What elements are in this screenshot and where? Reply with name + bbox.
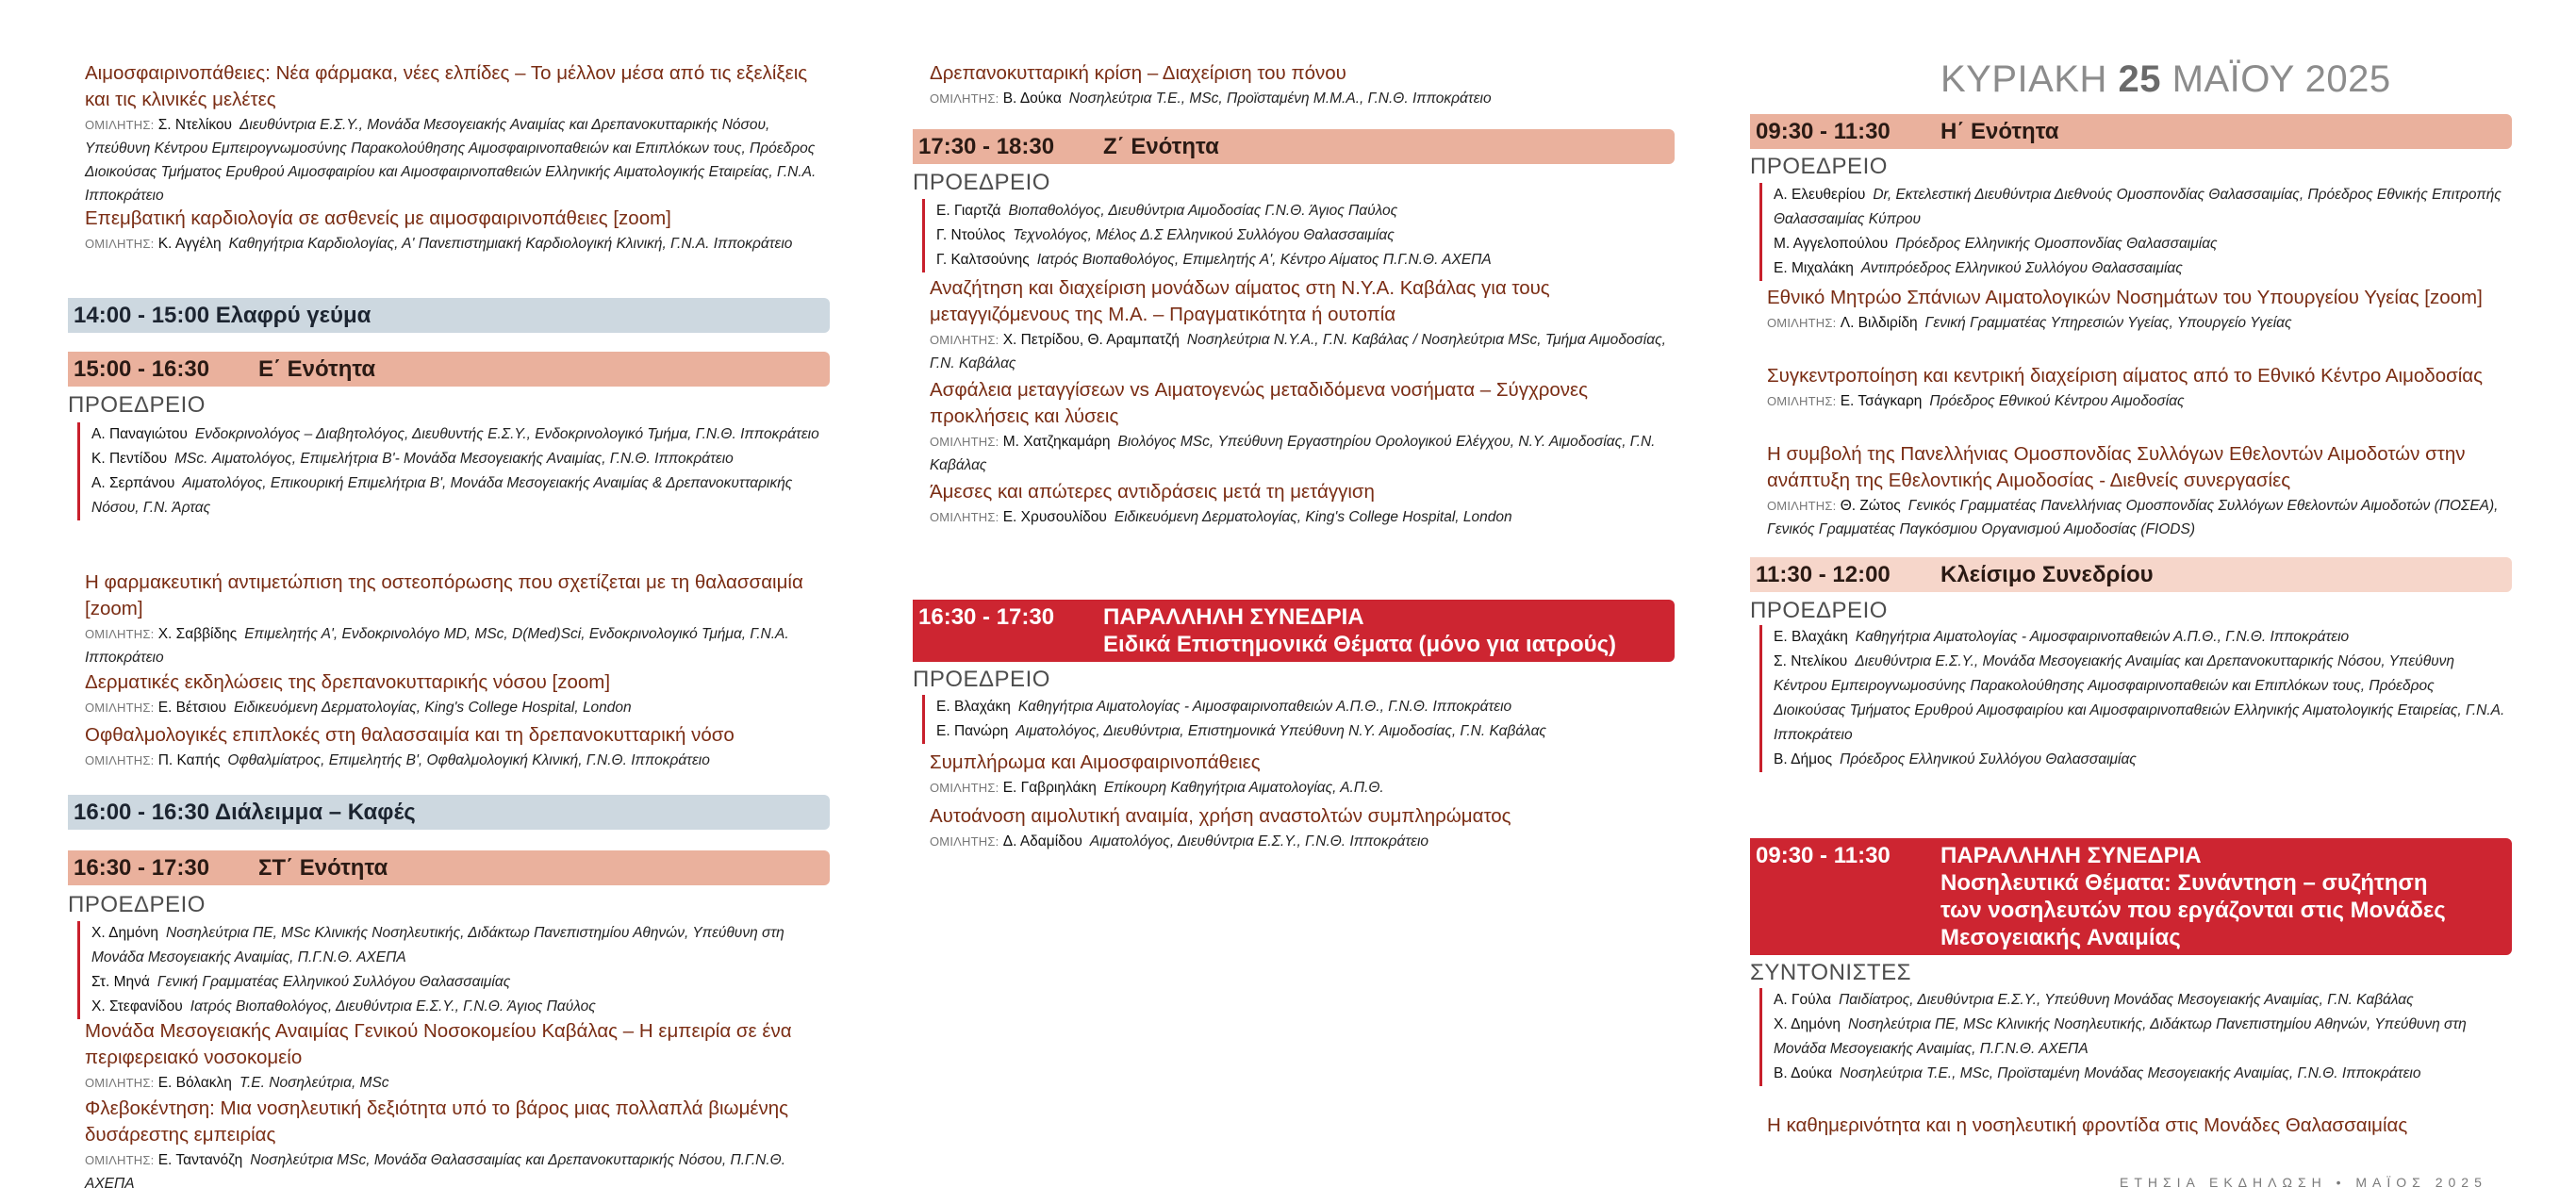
- chair-item: Α. Ελευθερίου Dr, Εκτελεστική Διευθύντρια Διεθνούς Ομοσπονδίας Θαλασσαιμίας, Πρόεδρος Εθνικής Επιτροπής Θαλασσαιμίας Κύπρου: [1774, 187, 2502, 227]
- parallel-session-band: [913, 600, 1675, 662]
- chairs-list: [77, 422, 824, 520]
- talk-speaker: ΟΜΙΛΗΤΗΣ: Κ. Αγγέλη Καθηγήτρια Καρδιολογίας, Α' Πανεπιστημιακή Καρδιολογική Κλινική, Γ.Ν.Α. Ιπποκράτειο: [85, 236, 793, 252]
- session-time: 16:30 - 17:30: [918, 604, 1055, 630]
- talk-title: Ασφάλεια μεταγγίσεων vs Αιματογενώς μεταδιδόμενα νοσήματα – Σύγχρονες προκλήσεις και λύσεις: [930, 379, 1589, 427]
- session-time: 16:30 - 17:30: [74, 854, 210, 881]
- chair-item: Ε. Πανώρη Αιματολόγος, Διευθύντρια, Επιστημονικά Υπεύθυνη Ν.Υ. Αιμοδοσίας, Γ.Ν. Καβάλας: [936, 723, 1546, 739]
- talk: [85, 206, 824, 256]
- lunch-break-band: [68, 298, 830, 333]
- chairs-list: [77, 921, 824, 1019]
- session-title: Ε΄ Ενότητα: [258, 355, 376, 382]
- talk: [1767, 441, 2506, 541]
- footer-text: ΕΤΗΣΙΑ ΕΚΔΗΛΩΣΗ • ΜΑΪΟΣ 2025: [2120, 1175, 2487, 1190]
- talk: [1767, 1113, 2506, 1139]
- talk: [85, 60, 824, 207]
- closing-band: [1750, 557, 2512, 592]
- talk-title: Αναζήτηση και διαχείριση μονάδων αίματος στη Ν.Υ.Α. Καβάλας για τους μεταγγιζόμενους της Μ.Α. – Πραγματικότητα ή ουτοπία: [930, 277, 1550, 325]
- talk: [930, 479, 1669, 529]
- session-titles: [1103, 603, 1616, 658]
- session-title: Η΄ Ενότητα: [1940, 118, 2059, 144]
- talk-title: Εθνικό Μητρώο Σπάνιων Αιματολογικών Νοσημάτων του Υπουργείου Υγείας [zoom]: [1767, 287, 2483, 308]
- talk-speaker: ΟΜΙΛΗΤΗΣ: Ε. Ταντανόζη Νοσηλεύτρια MSc, Μονάδα Θαλασσαιμίας και Δρεπανοκυτταρικής Νόσου, Π.Γ.Ν.Θ. ΑΧΕΠΑ: [85, 1152, 786, 1192]
- chair-item: Ε. Βλαχάκη Καθηγήτρια Αιματολογίας - Αιμοσφαιρινοπαθειών Α.Π.Θ., Γ.Ν.Θ. Ιπποκράτειο: [1774, 629, 2350, 645]
- chair-item: Γ. Ντούλος Τεχνολόγος, Μέλος Δ.Σ Ελληνικού Συλλόγου Θαλασσαιμίας: [936, 227, 1395, 243]
- session-time: 15:00 - 16:30: [74, 355, 210, 382]
- talk: [85, 1096, 824, 1196]
- chair-item: Ε. Μιχαλάκη Αντιπρόεδρος Ελληνικού Συλλόγου Θαλασσαιμίας: [1774, 260, 2183, 276]
- talk-title: Φλεβοκέντηση: Μια νοσηλευτική δεξιότητα υπό το βάρος μιας πολλαπλά βιωμένης δυσάρεστης εμπειρίας: [85, 1097, 789, 1146]
- session-e-band: [68, 352, 830, 387]
- session-title: ΠΑΡΑΛΛΗΛΗ ΣΥΝΕΔΡΙΑ: [1103, 604, 1364, 630]
- coordinators-header: ΣΥΝΤΟΝΙΣΤΕΣ: [1750, 960, 1911, 985]
- talk-title: Άμεσες και απώτερες αντιδράσεις μετά τη μετάγγιση: [930, 481, 1375, 503]
- chair-item: Α. Γούλα Παιδίατρος, Διευθύντρια Ε.Σ.Υ., Υπεύθυνη Μονάδας Μεσογειακής Αναιμίας, Γ.Ν. Καβάλας: [1774, 992, 2414, 1008]
- chair-item: Χ. Στεφανίδου Ιατρός Βιοπαθολόγος, Διευθύντρια Ε.Σ.Υ., Γ.Ν.Θ. Άγιος Παύλος: [91, 998, 596, 1014]
- chair-item: Α. Παναγιώτου Ενδοκρινολόγος – Διαβητολόγος, Διευθυντής Ε.Σ.Υ., Ενδοκρινολογικό Τμήμα, Γ.Ν.Θ. Ιπποκράτειο: [91, 426, 819, 442]
- talk-title: Οφθαλμολογικές επιπλοκές στη θαλασσαιμία και τη δρεπανοκυτταρική νόσο: [85, 724, 735, 746]
- talk-speaker: ΟΜΙΛΗΤΗΣ: Χ. Σαββίδης Επιμελητής Α', Ενδοκρινολόγο MD, MSc, D(Med)Sci, Ενδοκρινολογικό Τμήμα, Γ.Ν.Α. Ιπποκράτειο: [85, 626, 789, 666]
- chairs-list: [1759, 625, 2506, 772]
- talk: [85, 722, 824, 772]
- talk-title: Η φαρμακευτική αντιμετώπιση της οστεοπόρωσης που σχετίζεται με τη θαλασσαιμία [zoom]: [85, 571, 803, 619]
- talk-title: Συγκεντροποίηση και κεντρική διαχείριση αίματος από το Εθνικό Κέντρο Αιμοδοσίας: [1767, 365, 2484, 387]
- session-time: 09:30 - 11:30: [1756, 118, 1891, 144]
- talk-title: Δερματικές εκδηλώσεις της δρεπανοκυτταρικής νόσου [zoom]: [85, 671, 611, 693]
- chairs-header: ΠΡΟΕΔΡΕΙΟ: [68, 392, 206, 418]
- talk-title: Δρεπανοκυτταρική κρίση – Διαχείριση του πόνου: [930, 62, 1346, 84]
- coffee-break-band: [68, 795, 830, 830]
- session-subtitle: Ειδικά Επιστημονικά Θέματα (μόνο για ιατρούς): [1103, 632, 1617, 657]
- chair-item: Κ. Πεντίδου MSc. Αιματολόγος, Επιμελήτρια Β'- Μονάδα Μεσογειακής Αναιμίας, Γ.Ν.Θ. Ιπποκράτειο: [91, 451, 734, 467]
- talk-speaker: ΟΜΙΛΗΤΗΣ: Σ. Ντελίκου Διευθύντρια Ε.Σ.Υ., Μονάδα Μεσογειακής Αναιμίας και Δρεπανοκυτταρικής Νόσου, Υπεύθυνη Κέντρου Εμπειρογνωμοσύνης Παρακολούθησης Αιμοσφαιρινοπαθειών και Επιπλόκων τους, Πρόεδρος Διοικούσας Τμήματος Ερυθρού Αιμοσφαιρίου και Αιμοσφαιρινοπαθειών Ελληνικής Αιματολογικής Εταιρείας, Γ.Ν.Α. Ιπποκράτειο: [85, 117, 817, 204]
- chairs-list: [922, 199, 1669, 272]
- talk-speaker: ΟΜΙΛΗΤΗΣ: Ε. Γαβριηλάκη Επίκουρη Καθηγήτρια Αιματολογίας, Α.Π.Θ.: [930, 780, 1384, 796]
- chair-item: Χ. Δημόνη Νοσηλεύτρια ΠΕ, MSc Κλινικής Νοσηλευτικής, Διδάκτωρ Πανεπιστημίου Αθηνών, Υπεύθυνη στη Μονάδα Μεσογειακής Αναιμίας, Π.Γ.Ν.Θ. ΑΧΕΠΑ: [1774, 1016, 2467, 1057]
- talk-title: Μονάδα Μεσογειακής Αναιμίας Γενικού Νοσοκομείου Καβάλας – Η εμπειρία σε ένα περιφερειακό νοσοκομείο: [85, 1020, 792, 1068]
- talk-speaker: ΟΜΙΛΗΤΗΣ: Δ. Αδαμίδου Αιματολόγος, Διευθύντρια Ε.Σ.Υ., Γ.Ν.Θ. Ιπποκράτειο: [930, 833, 1429, 849]
- talk: [85, 669, 824, 719]
- coordinators-list: [1759, 988, 2506, 1086]
- session-time: 17:30 - 18:30: [918, 133, 1055, 159]
- talk-speaker: ΟΜΙΛΗΤΗΣ: Ε. Βέτσιου Ειδικευόμενη Δερματολογίας, King's College Hospital, London: [85, 700, 632, 716]
- talk: [85, 1018, 824, 1095]
- chairs-header: ΠΡΟΕΔΡΕΙΟ: [913, 667, 1050, 692]
- chair-item: Γ. Καλτσούνης Ιατρός Βιοπαθολόγος, Επιμελητής Α', Κέντρο Αίματος Π.Γ.Ν.Θ. ΑΧΕΠΑ: [936, 252, 1492, 268]
- chair-item: Ε. Βλαχάκη Καθηγήτρια Αιματολογίας - Αιμοσφαιρινοπαθειών Α.Π.Θ., Γ.Ν.Θ. Ιπποκράτειο: [936, 699, 1512, 715]
- talk-speaker: ΟΜΙΛΗΤΗΣ: Θ. Ζώτος Γενικός Γραμματέας Πανελλήνιας Ομοσπονδίας Συλλόγων Εθελοντών Αιμοδοτών (ΠΟΣΕΑ), Γενικός Γραμματέας Παγκόσμιου Οργανισμού Αιμοδοσίας (FIODS): [1767, 498, 2499, 537]
- chairs-header: ΠΡΟΕΔΡΕΙΟ: [68, 892, 206, 917]
- session-h-band: [1750, 114, 2512, 149]
- talk: [1767, 285, 2506, 335]
- talk-speaker: ΟΜΙΛΗΤΗΣ: Ε. Βόλακλη Τ.Ε. Νοσηλεύτρια, MSc: [85, 1075, 389, 1091]
- session-st-band: [68, 850, 830, 885]
- talk-speaker: ΟΜΙΛΗΤΗΣ: Β. Δούκα Νοσηλεύτρια Τ.Ε., MSc, Προϊσταμένη Μ.Μ.Α., Γ.Ν.Θ. Ιπποκράτειο: [930, 91, 1492, 107]
- chairs-list: [1759, 183, 2506, 281]
- talk-title: Επεμβατική καρδιολογία σε ασθενείς με αιμοσφαιρινοπάθειες [zoom]: [85, 207, 671, 229]
- chair-item: Β. Δούκα Νοσηλεύτρια Τ.Ε., MSc, Προϊσταμένη Μονάδας Μεσογειακής Αναιμίας, Γ.Ν.Θ. Ιπποκράτειο: [1774, 1065, 2421, 1081]
- session-titles: [1940, 842, 2446, 951]
- chair-item: Στ. Μηνά Γενική Γραμματέας Ελληνικού Συλλόγου Θαλασσαιμίας: [91, 974, 511, 990]
- chair-item: Χ. Δημόνη Νοσηλεύτρια ΠΕ, MSc Κλινικής Νοσηλευτικής, Διδάκτωρ Πανεπιστημίου Αθηνών, Υπεύθυνη στη Μονάδα Μεσογειακής Αναιμίας, Π.Γ.Ν.Θ. ΑΧΕΠΑ: [91, 925, 784, 965]
- coffee-break-text: 16:00 - 16:30 Διάλειμμα – Καφές: [74, 799, 416, 825]
- talk-speaker: ΟΜΙΛΗΤΗΣ: Λ. Βιλδιρίδη Γενική Γραμματέας Υπηρεσιών Υγείας, Υπουργείο Υγείας: [1767, 315, 2292, 331]
- chairs-header: ΠΡΟΕΔΡΕΙΟ: [913, 170, 1050, 195]
- session-title: ΠΑΡΑΛΛΗΛΗ ΣΥΝΕΔΡΙΑ: [1940, 843, 2202, 868]
- chair-item: Ε. Γιαρτζά Βιοπαθολόγος, Διευθύντρια Αιμοδοσίας Γ.Ν.Θ. Άγιος Παύλος: [936, 203, 1398, 219]
- talk: [1767, 363, 2506, 413]
- talk-title: Η καθημερινότητα και η νοσηλευτική φροντίδα στις Μονάδες Θαλασσαιμίας: [1767, 1114, 2408, 1136]
- session-subtitle: των νοσηλευτών που εργάζονται στις Μονάδες: [1940, 898, 2446, 923]
- talk-title: Συμπλήρωμα και Αιμοσφαιρινοπάθειες: [930, 751, 1261, 773]
- session-title: ΣΤ΄ Ενότητα: [258, 854, 388, 881]
- talk-speaker: ΟΜΙΛΗΤΗΣ: Μ. Χατζηκαμάρη Βιολόγος MSc, Υπεύθυνη Εργαστηρίου Ορολογικού Ελέγχου, Ν.Υ. Αιμοδοσίας, Γ.Ν. Καβάλας: [930, 434, 1656, 473]
- talk-speaker: ΟΜΙΛΗΤΗΣ: Ε. Τσάγκαρη Πρόεδρος Εθνικού Κέντρου Αιμοδοσίας: [1767, 393, 2185, 409]
- chairs-header: ΠΡΟΕΔΡΕΙΟ: [1750, 598, 1888, 623]
- talk: [930, 60, 1669, 110]
- chairs-header: ΠΡΟΕΔΡΕΙΟ: [1750, 154, 1888, 179]
- day-title: ΚΥΡΙΑΚΗ 25 ΜΑΪΟΥ 2025: [1940, 58, 2391, 100]
- chair-item: Α. Σερπάνου Αιματολόγος, Επικουρική Επιμελήτρια Β', Μονάδα Μεσογειακής Αναιμίας & Δρεπανοκυτταρικής Νόσου, Γ.Ν. Άρτας: [91, 475, 793, 516]
- talk-speaker: ΟΜΙΛΗΤΗΣ: Ε. Χρυσουλίδου Ειδικευόμενη Δερματολογίας, King's College Hospital, London: [930, 509, 1512, 525]
- talk: [930, 377, 1669, 477]
- talk: [930, 803, 1669, 853]
- chair-item: Σ. Ντελίκου Διευθύντρια Ε.Σ.Υ., Μονάδα Μεσογειακής Αναιμίας και Δρεπανοκυτταρικής Νόσου, Υπεύθυνη Κέντρου Εμπειρογνωμοσύνης Παρακολούθησης Αιμοσφαιρινοπαθειών και Επιπλόκων τους, Πρόεδρος Διοικούσας Τμήματος Ερυθρού Αιμοσφαιρίου και Αιμοσφαιρινοπαθειών Ελληνικής Αιματολογικής Εταιρείας, Γ.Ν.Α. Ιπποκράτειο: [1774, 653, 2505, 743]
- parallel-session-band: [1750, 838, 2512, 955]
- session-title: Κλείσιμο Συνεδρίου: [1940, 561, 2154, 587]
- talk-speaker: ΟΜΙΛΗΤΗΣ: Π. Καπής Οφθαλμίατρος, Επιμελητής Β', Οφθαλμολογική Κλινική, Γ.Ν.Θ. Ιπποκράτειο: [85, 752, 710, 768]
- chair-item: Β. Δήμος Πρόεδρος Ελληνικού Συλλόγου Θαλασσαιμίας: [1774, 751, 2137, 767]
- session-time: 09:30 - 11:30: [1756, 843, 1891, 868]
- chairs-list: [922, 695, 1669, 744]
- chair-item: Μ. Αγγελοπούλου Πρόεδρος Ελληνικής Ομοσπονδίας Θαλασσαιμίας: [1774, 236, 2218, 252]
- talk-title: Αυτοάνοση αιμολυτική αναιμία, χρήση αναστολτών συμπληρώματος: [930, 805, 1511, 827]
- talk: [85, 569, 824, 669]
- talk: [930, 275, 1669, 375]
- session-subtitle: Μεσογειακής Αναιμίας: [1940, 925, 2181, 950]
- session-z-band: [913, 129, 1675, 164]
- session-title: Ζ΄ Ενότητα: [1103, 133, 1219, 159]
- lunch-break-text: 14:00 - 15:00 Ελαφρύ γεύμα: [74, 302, 372, 328]
- talk-speaker: ΟΜΙΛΗΤΗΣ: Χ. Πετρίδου, Θ. Αραμπατζή Νοσηλεύτρια Ν.Υ.Α., Γ.Ν. Καβάλας / Νοσηλεύτρια MSc, Τμήμα Αιμοδοσίας, Γ.Ν. Καβάλας: [930, 332, 1666, 371]
- session-time: 11:30 - 12:00: [1756, 561, 1891, 587]
- talk: [930, 750, 1669, 800]
- session-subtitle: Νοσηλευτικά Θέματα: Συνάντηση – συζήτηση: [1940, 870, 2428, 896]
- talk-title: Η συμβολή της Πανελλήνιας Ομοσπονδίας Συλλόγων Εθελοντών Αιμοδοτών στην ανάπτυξη της Εθελοντικής Αιμοδοσίας - Διεθνείς συνεργασίες: [1767, 443, 2466, 491]
- talk-title: Αιμοσφαιρινοπάθειες: Νέα φάρμακα, νέες ελπίδες – Το μέλλον μέσα από τις εξελίξεις και τις κλινικές μελέτες: [85, 62, 808, 110]
